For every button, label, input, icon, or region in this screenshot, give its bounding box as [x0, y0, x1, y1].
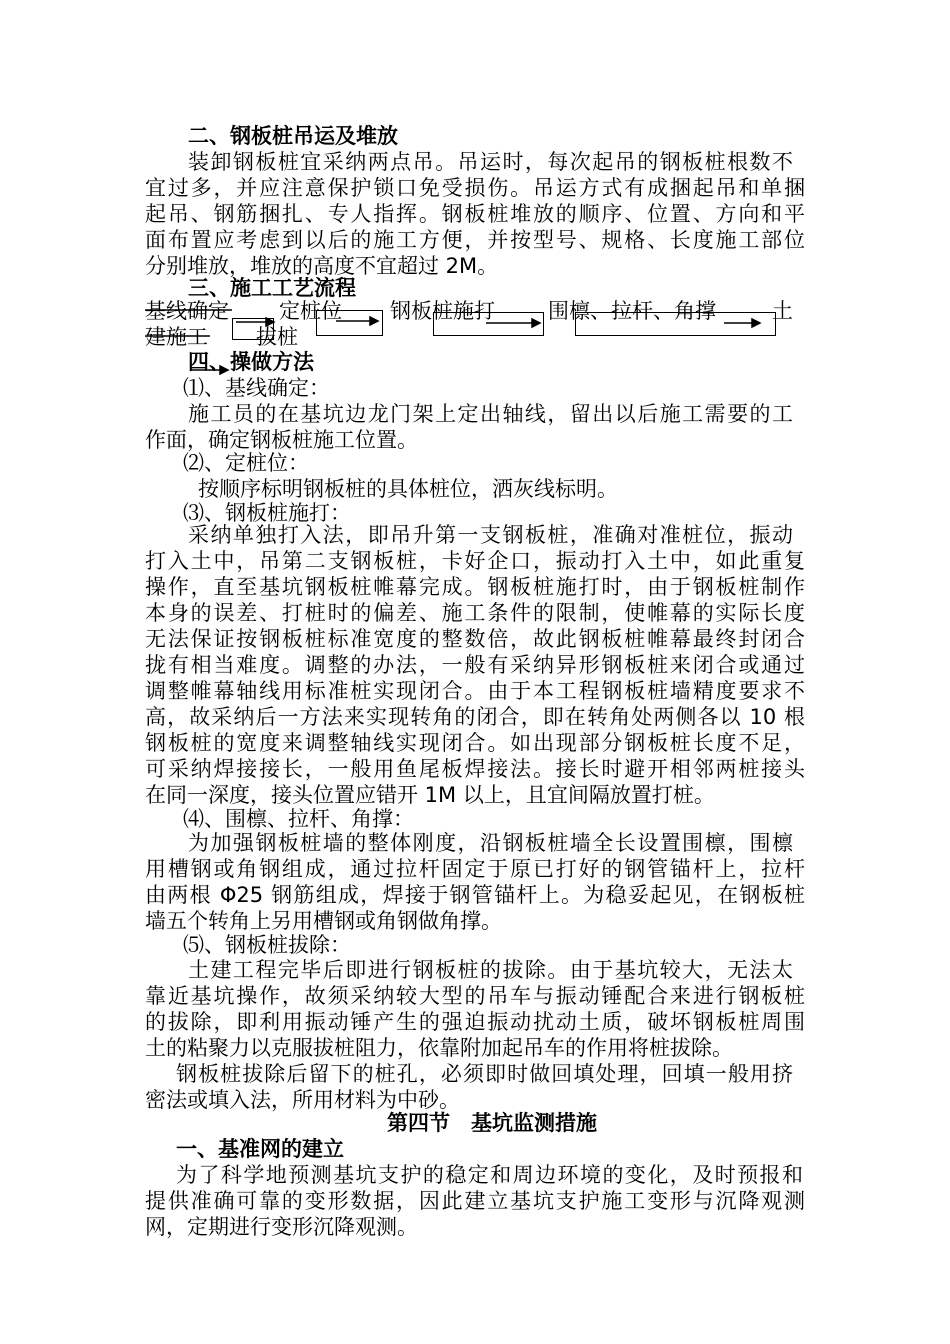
item-title: ⑸、钢板桩拔除：: [183, 933, 351, 957]
item-title: ⑴、基线确定：: [183, 376, 330, 400]
paragraph-line: 面布置应考虑到以后的施工方便，并按型号、规格、长度施工部位: [145, 228, 805, 252]
paragraph-line: 装卸钢板桩宜采纳两点吊。吊运时，每次起吊的钢板桩根数不: [188, 150, 793, 174]
paragraph-line: 墙五个转角上另用槽钢或角钢做角撑。: [145, 909, 502, 933]
paragraph-line: 操作，直至基坑钢板桩帷幕完成。钢板桩施打时，由于钢板桩制作: [145, 575, 805, 599]
paragraph-line: 靠近基坑操作，故须采纳较大型的吊车与振动锤配合来进行钢板桩: [145, 984, 805, 1008]
paragraph-line: 用槽钢或角钢组成，通过拉杆固定于原已打好的钢管锚杆上，拉杆: [145, 857, 805, 881]
paragraph-line: 密法或填入法，所用材料为中砂。: [145, 1088, 460, 1112]
heading-sec3: 三、施工工艺流程: [188, 276, 356, 300]
item-title: ⑵、定桩位：: [183, 451, 309, 475]
flow-step-civil-part1: 土: [772, 299, 793, 323]
arrow-head-icon: [266, 318, 274, 326]
flow-step-waling: 围檩、拉杆、角撑: [548, 299, 716, 323]
flow-step-extraction: 拔桩: [256, 325, 298, 349]
paragraph-line: 作面，确定钢板桩施工位置。: [145, 428, 418, 452]
flow-step-driving: 钢板桩施打: [390, 299, 495, 323]
heading-baseline-network: 一、基准网的建立: [176, 1137, 344, 1161]
paragraph-line: 施工员的在基坑边龙门架上定出轴线，留出以后施工需要的工: [188, 402, 793, 426]
paragraph-line: 可采纳焊接接长，一般用鱼尾板焊接法。接长时避开相邻两桩接头: [145, 757, 805, 781]
flow-step-pile-position: 定桩位: [279, 299, 342, 323]
section-title: 第四节 基坑监测措施: [387, 1111, 597, 1135]
flow-step-baseline: 基线确定: [145, 299, 229, 323]
paragraph-line: 土建工程完毕后即进行钢板桩的拔除。由于基坑较大，无法太: [188, 958, 793, 982]
paragraph-line: 宜过多，并应注意保护锁口免受损伤。吊运方式有成捆起吊和单捆: [145, 176, 805, 200]
paragraph-line: 分别堆放，堆放的高度不宜超过 2M。: [145, 254, 499, 278]
paragraph-line: 为了科学地预测基坑支护的稳定和周边环境的变化，及时预报和: [176, 1163, 803, 1187]
paragraph-line: 在同一深度，接头位置应错开 1M 以上，且宜间隔放置打桩。: [145, 783, 715, 807]
paragraph-line: 钢板桩的宽度来调整轴线实现闭合。如出现部分钢板桩长度不足，: [145, 731, 805, 755]
heading-sec4: 四、操做方法: [188, 350, 314, 374]
paragraph-line: 按顺序标明钢板桩的具体桩位，洒灰线标明。: [198, 477, 618, 501]
paragraph-line: 网，定期进行变形沉降观测。: [145, 1215, 418, 1239]
flow-step-civil-part2: 建施工: [145, 325, 208, 349]
paragraph-line: 为加强钢板桩墙的整体刚度，沿钢板桩墙全长设置围檩，围檩: [188, 831, 793, 855]
paragraph-line: 打入土中，吊第二支钢板桩，卡好企口，振动打入土中，如此重复: [145, 549, 805, 573]
paragraph-line: 的拔除，即利用振动锤产生的强迫振动扰动土质，破坏钢板桩周围: [145, 1010, 805, 1034]
item-title: ⑷、围檩、拉杆、角撑：: [183, 807, 414, 831]
paragraph-line: 本身的误差、打桩时的偏差、施工条件的限制，使帷幕的实际长度: [145, 601, 805, 625]
flow-arrows: [0, 0, 950, 400]
arrow-head-icon: [370, 317, 378, 325]
paragraph-line: 高，故采纳后一方法来实现转角的闭合，即在转角处两侧各以 10 根: [145, 705, 805, 729]
paragraph-line: 无法保证按钢板桩标准宽度的整数倍，故此钢板桩帷幕最终封闭合: [145, 627, 805, 651]
arrow-head-icon: [752, 319, 760, 327]
paragraph-line: 提供准确可靠的变形数据，因此建立基坑支护施工变形与沉降观测: [145, 1189, 805, 1213]
heading-sec2: 二、钢板桩吊运及堆放: [188, 124, 398, 148]
paragraph-line: 调整帷幕轴线用标准桩实现闭合。由于本工程钢板桩墙精度要求不: [145, 679, 805, 703]
paragraph-line: 土的粘聚力以克服拔桩阻力，依靠附加起吊车的作用将桩拔除。: [145, 1036, 733, 1060]
arrow-head-icon: [532, 319, 540, 327]
paragraph-line: 采纳单独打入法，即吊升第一支钢板桩，准确对准桩位，振动: [188, 523, 793, 547]
paragraph-line: 拢有相当难度。调整的办法，一般有采纳异形钢板桩来闭合或通过: [145, 653, 805, 677]
paragraph-line: 由两根 Φ25 钢筋组成，焊接于钢管锚杆上。为稳妥起见，在钢板桩: [145, 883, 805, 907]
paragraph-line: 钢板桩拔除后留下的桩孔，必须即时做回填处理，回填一般用挤: [176, 1062, 793, 1086]
item-title: ⑶、钢板桩施打：: [183, 501, 351, 525]
paragraph-line: 起吊、钢筋捆扎、专人指挥。钢板桩堆放的顺序、位置、方向和平: [145, 202, 805, 226]
